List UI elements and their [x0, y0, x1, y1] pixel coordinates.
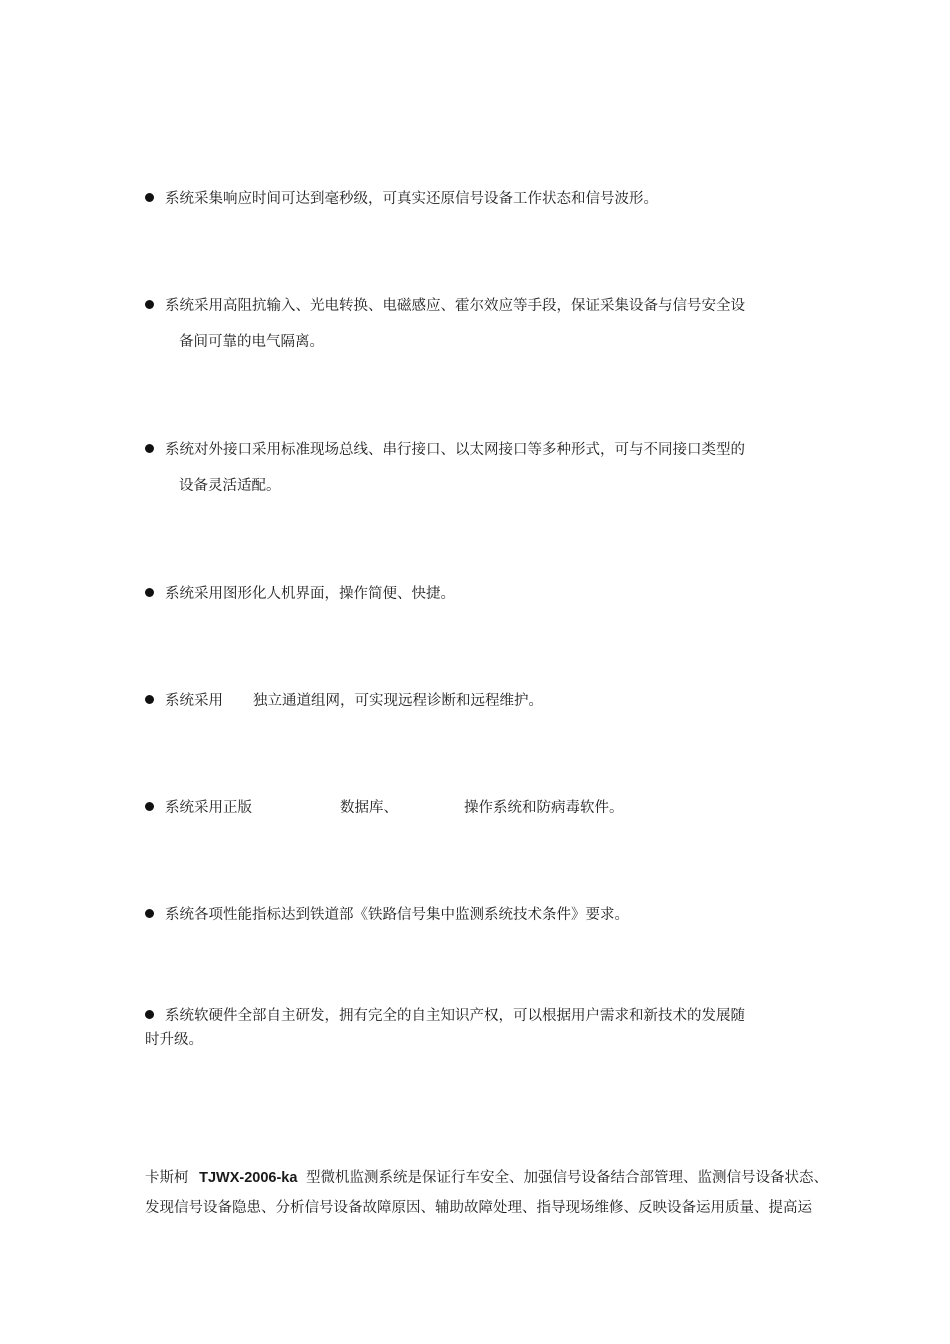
- bullet-item: [145, 438, 810, 496]
- bullet-text: 系统软硬件全部自主研发，拥有完全的自主知识产权，可以根据用户需求和新技术的发展随: [165, 1007, 745, 1024]
- bullet-item: [145, 294, 810, 352]
- paragraph-text: 发现信号设备隐患、分析信号设备故障原因、辅助故障处理、指导现场维修、反映设备运用质量、提高运: [145, 1200, 812, 1216]
- bullet-text: 系统采用: [165, 692, 223, 709]
- bullet-dot-icon: [145, 909, 154, 918]
- bullet-item: [145, 689, 810, 709]
- bullet-text: 操作系统和防病毒软件。: [464, 799, 624, 816]
- bullet-item: [145, 187, 810, 207]
- bullet-item: [145, 903, 810, 923]
- bullet-item: [145, 796, 810, 816]
- bullet-text: 系统各项性能指标达到铁道部《铁路信号集中监测系统技术条件》要求。: [165, 906, 629, 923]
- bullet-item: [145, 1004, 810, 1050]
- bullet-dot-icon: [145, 802, 154, 811]
- bullet-dot-icon: [145, 444, 154, 453]
- bullet-text: 系统采用正版: [165, 799, 252, 816]
- paragraph-text: 型微机监测系统是保证行车安全、加强信号设备结合部管理、监测信号设备状态、: [306, 1170, 829, 1186]
- bullet-text: 数据库、: [340, 799, 398, 816]
- bullet-dot-icon: [145, 588, 154, 597]
- paragraph-text: 卡斯柯: [145, 1170, 189, 1186]
- bullet-text-continuation: 设备灵活适配。: [179, 478, 281, 494]
- bullet-dot-icon: [145, 695, 154, 704]
- bullet-text: 独立通道组网，可实现远程诊断和远程维护。: [253, 692, 543, 709]
- bullet-dot-icon: [145, 300, 154, 309]
- bullet-text: 系统对外接口采用标准现场总线、串行接口、以太网接口等多种形式，可与不同接口类型的: [165, 441, 745, 458]
- bullet-text: 系统采集响应时间可达到毫秒级，可真实还原信号设备工作状态和信号波形。: [165, 190, 658, 207]
- bullet-dot-icon: [145, 193, 154, 202]
- bullet-dot-icon: [145, 1010, 154, 1019]
- intro-paragraph: [145, 1168, 829, 1228]
- bullet-item: [145, 582, 810, 602]
- bullet-text: 系统采用高阻抗输入、光电转换、电磁感应、霍尔效应等手段，保证采集设备与信号安全设: [165, 297, 745, 314]
- bullet-text: 系统采用图形化人机界面，操作简便、快捷。: [165, 585, 455, 602]
- bullet-text-continuation: 时升级。: [145, 1032, 203, 1048]
- product-model: TJWX-2006-ka: [199, 1170, 298, 1186]
- bullet-text-continuation: 备间可靠的电气隔离。: [179, 334, 324, 350]
